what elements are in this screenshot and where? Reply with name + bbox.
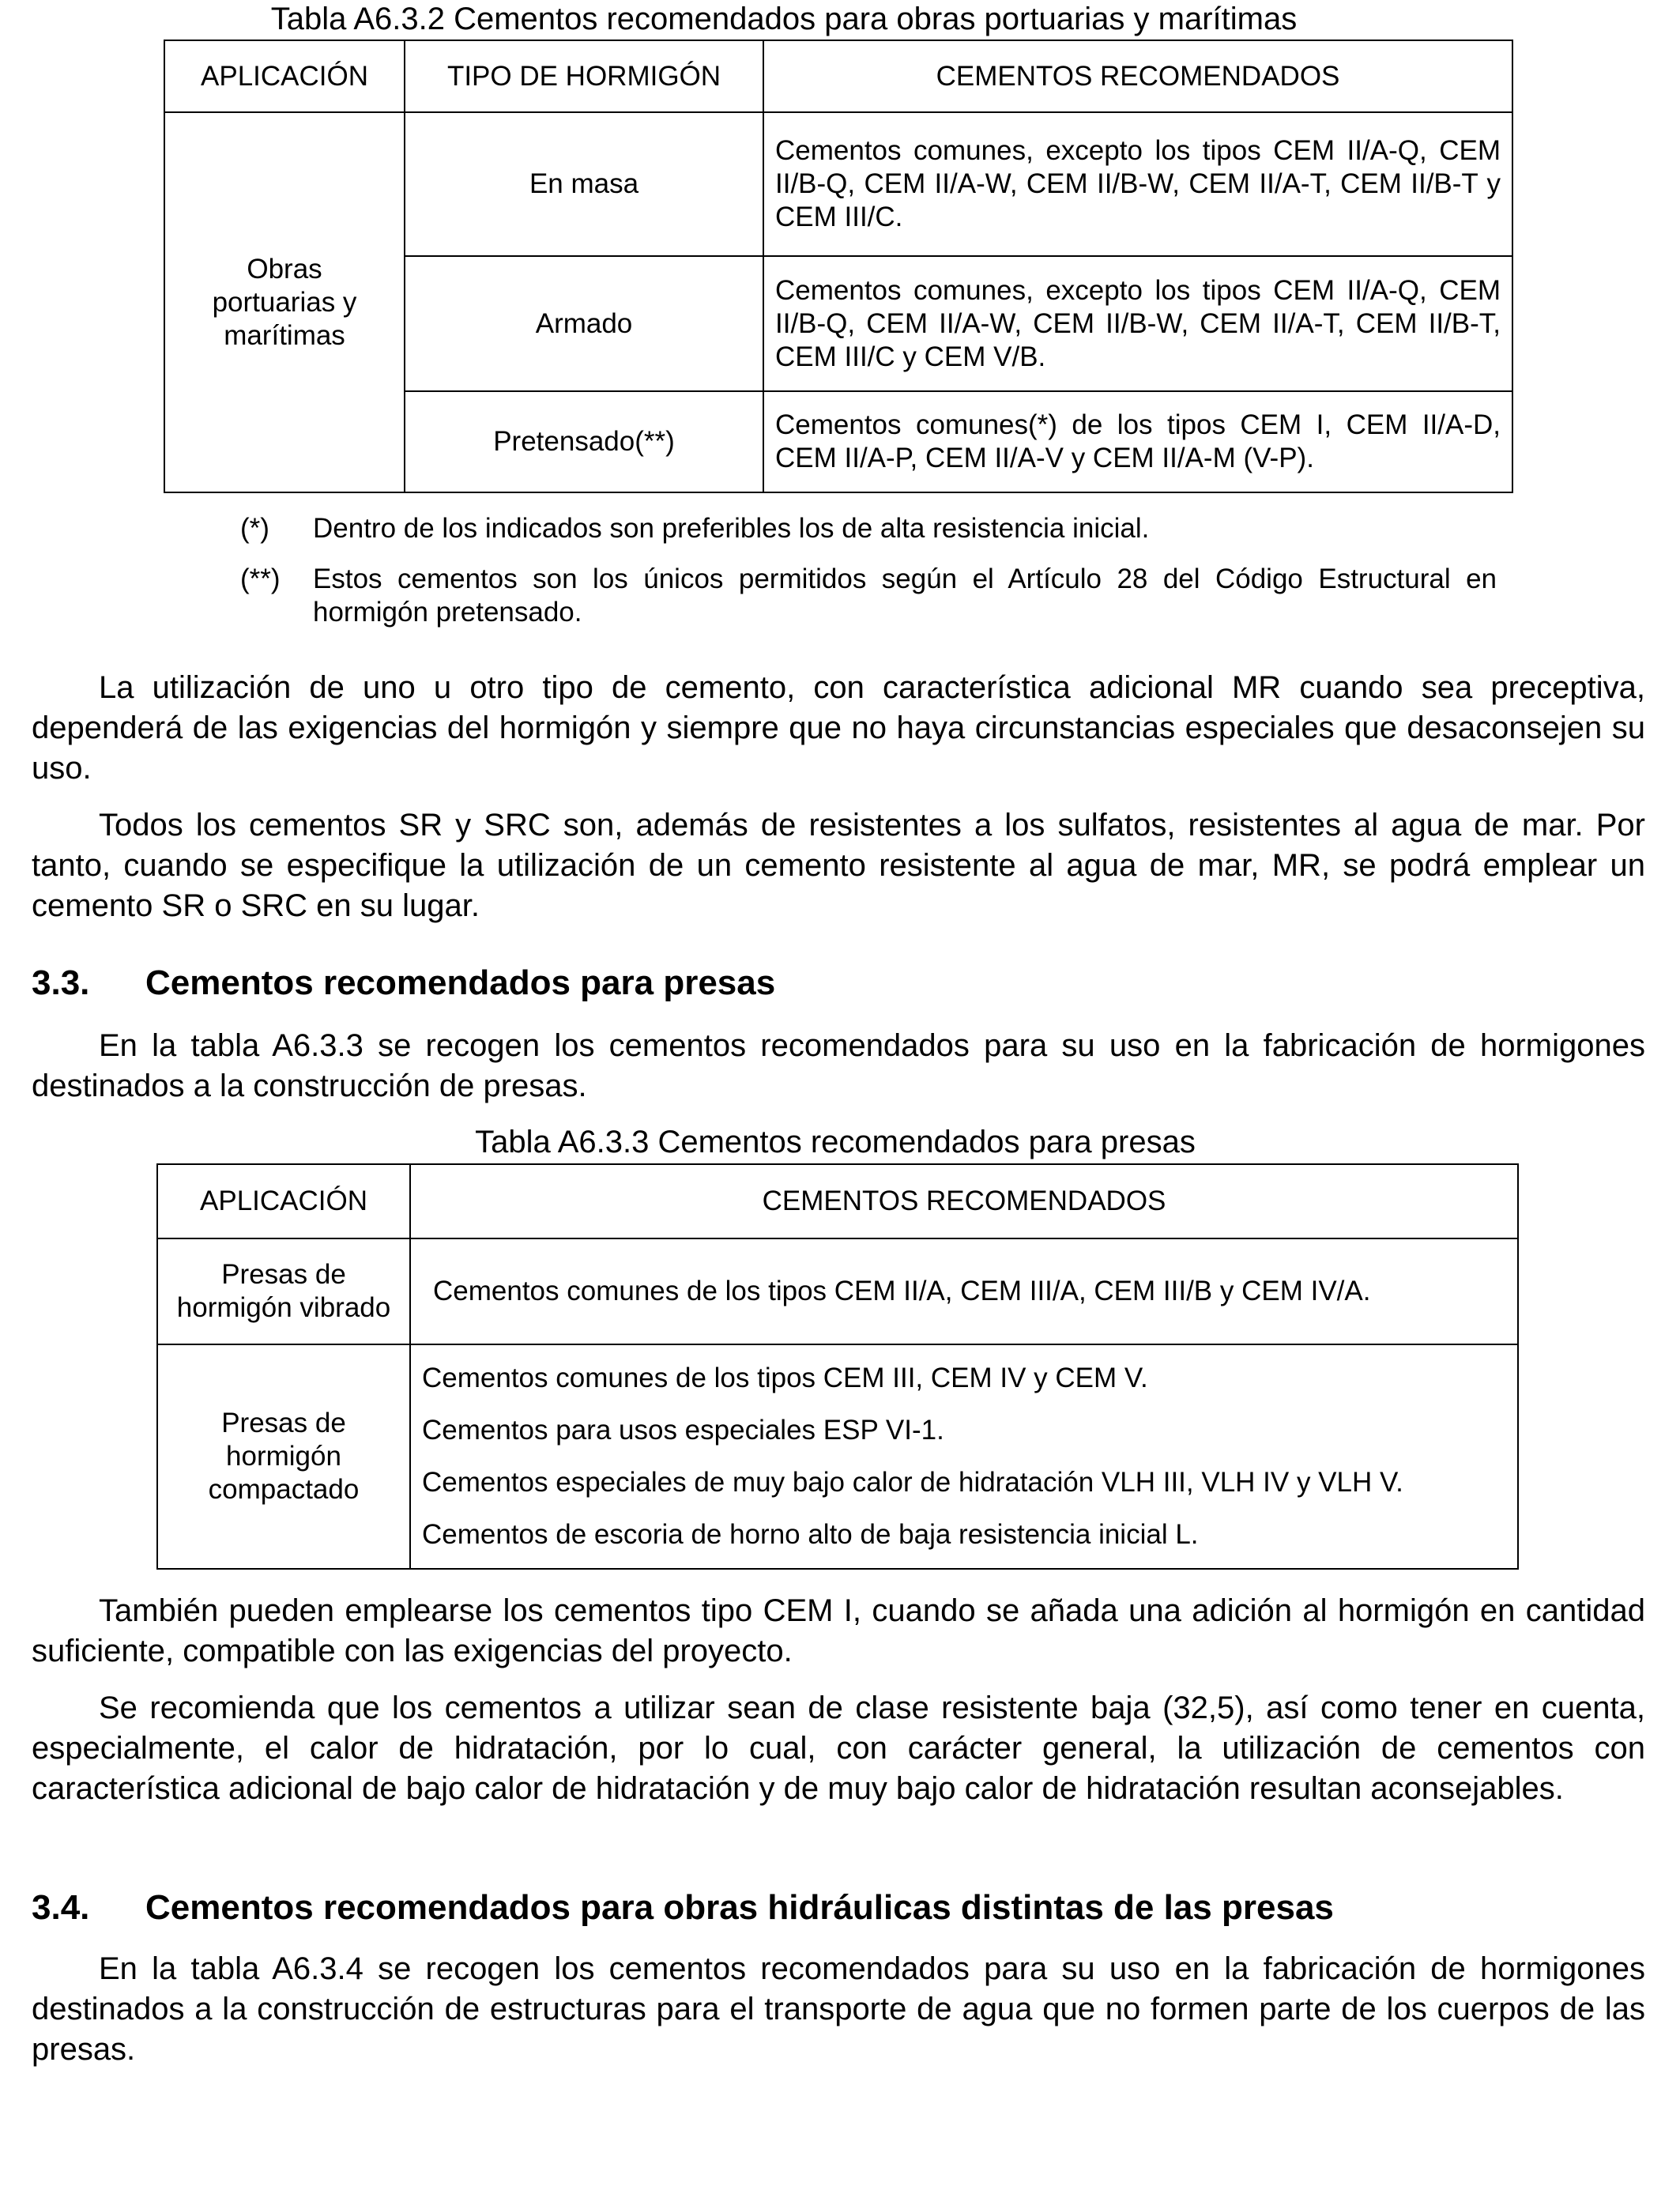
table-header-row [164, 40, 1512, 112]
table-a632-caption: Tabla A6.3.2 Cementos recomendados para obras portuarias y marítimas [270, 2, 1298, 36]
footnote-mark: (*) [240, 513, 269, 544]
section-title: Cementos recomendados para obras hidráulicas distintas de las presas [145, 1888, 1334, 1927]
section-heading [32, 1887, 1334, 1928]
table-a633-caption: Tabla A6.3.3 Cementos recomendados para presas [475, 1125, 1196, 1159]
header-cementos: CEMENTOS RECOMENDADOS [763, 40, 1512, 112]
header-cementos: CEMENTOS RECOMENDADOS [410, 1164, 1518, 1238]
table-a632 [164, 40, 1513, 493]
paragraph: En la tabla A6.3.4 se recogen los cementos recomendados para su uso en la fabricación de hormigones destinados a la construcción de estructuras para el transporte de agua que no formen parte de los cuerpos de las presas. [32, 1951, 1645, 2067]
cell-cementos: Cementos comunes, excepto los tipos CEM II/A-Q, CEM II/B-Q, CEM II/A-W, CEM II/B-W, CEM II/A-T, CEM II/B-T y CEM III/C. [763, 112, 1512, 256]
header-aplicacion: APLICACIÓN [164, 40, 405, 112]
cement-line: Cementos para usos especiales ESP VI-1. [422, 1415, 944, 1446]
header-aplicacion: APLICACIÓN [157, 1164, 410, 1238]
cell-cementos [410, 1238, 1518, 1344]
cell-aplicacion: Presas de hormigón vibrado [157, 1238, 410, 1344]
cell-aplicacion: Obras portuarias y marítimas [164, 112, 405, 492]
footnote-mark: (**) [240, 564, 281, 594]
cell-aplicacion: Presas de hormigón compactado [157, 1344, 410, 1569]
cell-tipo: En masa [405, 112, 763, 256]
paragraph: También pueden emplearse los cementos tipo CEM I, cuando se añada una adición al hormigón en cantidad suficiente, compatible con las exigencias del proyecto. [32, 1593, 1645, 1668]
cement-line: Cementos comunes de los tipos CEM II/A, CEM III/A, CEM III/B y CEM IV/A. [433, 1276, 1371, 1306]
section-number: 3.3. [32, 963, 90, 1002]
cell-cementos: Cementos comunes, excepto los tipos CEM II/A-Q, CEM II/B-Q, CEM II/A-W, CEM II/B-W, CEM II/A-T, CEM II/B-T, CEM III/C y CEM V/B. [763, 256, 1512, 391]
table-row [157, 1344, 1518, 1569]
table-header-row [157, 1164, 1518, 1238]
footnote [240, 512, 1497, 548]
footnote-text: Dentro de los indicados son preferibles los de alta resistencia inicial. [313, 513, 1150, 544]
cell-tipo: Armado [405, 256, 763, 391]
cell-tipo: Pretensado(**) [405, 391, 763, 492]
cement-line: Cementos especiales de muy bajo calor de hidratación VLH III, VLH IV y VLH V. [422, 1467, 1403, 1498]
paragraph: Se recomienda que los cementos a utilizar sean de clase resistente baja (32,5), así como tener en cuenta, especialmente, el calor de hidratación, por lo cual, con carácter general, la utilización de cementos con característica adicional de bajo calor de hidratación y de muy bajo calor de hidratación resultan aconsejables. [32, 1691, 1645, 1806]
cement-line: Cementos de escoria de horno alto de baja resistencia inicial L. [422, 1519, 1199, 1550]
paragraph: En la tabla A6.3.3 se recogen los cementos recomendados para su uso en la fabricación de hormigones destinados a la construcción de presas. [32, 1028, 1645, 1103]
cell-cementos: Cementos comunes(*) de los tipos CEM I, CEM II/A-D, CEM II/A-P, CEM II/A-V y CEM II/A-M (V-P). [763, 391, 1512, 492]
header-tipo-hormigon: TIPO DE HORMIGÓN [405, 40, 763, 112]
table-row [164, 112, 1512, 256]
cement-line: Cementos comunes de los tipos CEM III, CEM IV y CEM V. [422, 1363, 1148, 1393]
footnote [240, 563, 1497, 634]
section-number: 3.4. [32, 1888, 90, 1927]
cell-cementos [410, 1344, 1518, 1569]
section-heading [32, 963, 775, 1004]
table-row [157, 1238, 1518, 1344]
section-title: Cementos recomendados para presas [145, 963, 776, 1002]
paragraph: La utilización de uno u otro tipo de cemento, con característica adicional MR cuando sea preceptiva, dependerá de las exigencias del hormigón y siempre que no haya circunstancias especiales que desaconsejen su uso. [32, 670, 1645, 786]
table-a633 [156, 1163, 1519, 1570]
paragraph: Todos los cementos SR y SRC son, además de resistentes a los sulfatos, resistentes al agua de mar. Por tanto, cuando se especifique la utilización de un cemento resistente al agua de mar, MR, se podrá emplear un cemento SR o SRC en su lugar. [32, 808, 1645, 923]
footnote-text: Estos cementos son los únicos permitidos según el Artículo 28 del Código Estructural en hormigón pretensado. [313, 564, 1497, 628]
